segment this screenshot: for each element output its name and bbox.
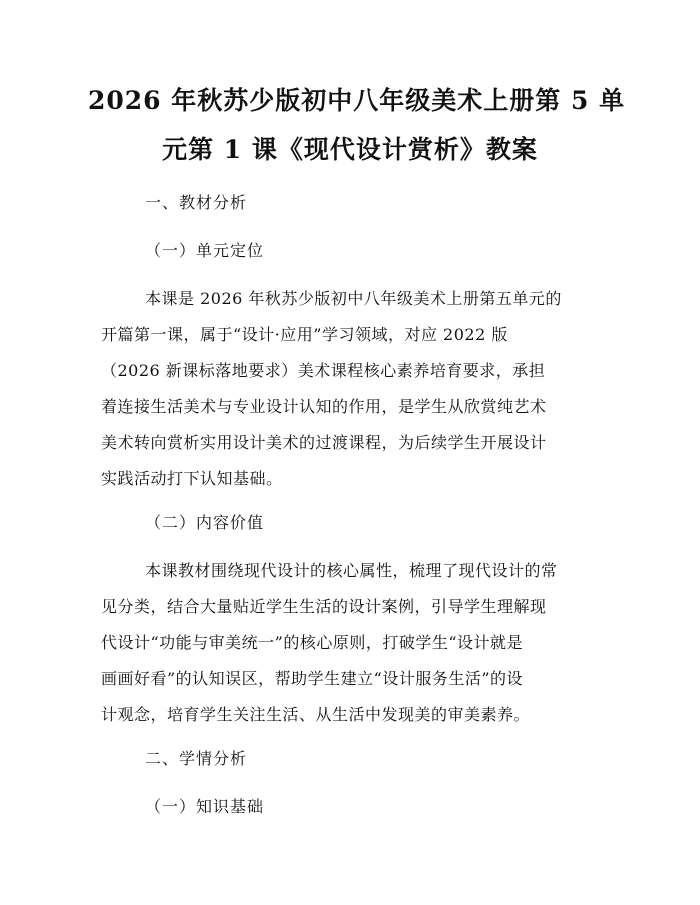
subsection-heading-unit-positioning: （一）单元定位 (145, 241, 265, 260)
paragraph-line: 见分类，结合大量贴近学生生活的设计案例，引导学生理解现 (101, 597, 547, 616)
paragraph-line: 本课教材围绕现代设计的核心属性，梳理了现代设计的常 (145, 561, 558, 580)
paragraph-line: 美术转向赏析实用设计美术的过渡课程，为后续学生开展设计 (101, 433, 547, 452)
paragraph-line: （2026 新课标落地要求）美术课程核心素养培育要求，承担 (101, 361, 546, 380)
subsection-heading-content-value: （二）内容价值 (145, 513, 265, 532)
paragraph-line: 开篇第一课，属于“设计·应用”学习领域，对应 2022 版 (101, 325, 508, 344)
paragraph-content-value (101, 560, 601, 740)
paragraph-line: 本课是 2026 年秋苏少版初中八年级美术上册第五单元的 (145, 289, 562, 308)
section-heading-materials-analysis: 一、教材分析 (145, 193, 248, 212)
paragraph-line: 着连接生活美术与专业设计认知的作用，是学生从欣赏纯艺术 (101, 397, 547, 416)
section-heading-learner-analysis: 二、学情分析 (145, 749, 248, 768)
subsection-heading-knowledge-basis: （一）知识基础 (145, 797, 265, 816)
paragraph-line: 画画好看”的认知误区，帮助学生建立“设计服务生活”的设 (101, 669, 524, 688)
document-title-line-2: 元第 1 课《现代设计赏析》教案 (162, 135, 538, 164)
document-title-line-1: 2026 年秋苏少版初中八年级美术上册第 5 单 (88, 86, 626, 115)
paragraph-line: 代设计“功能与审美统一”的核心原则，打破学生“设计就是 (101, 633, 524, 652)
paragraph-unit-positioning (101, 288, 601, 504)
paragraph-line: 实践活动打下认知基础。 (101, 469, 283, 488)
paragraph-line: 计观念，培育学生关注生活、从生活中发现美的审美素养。 (101, 705, 531, 724)
